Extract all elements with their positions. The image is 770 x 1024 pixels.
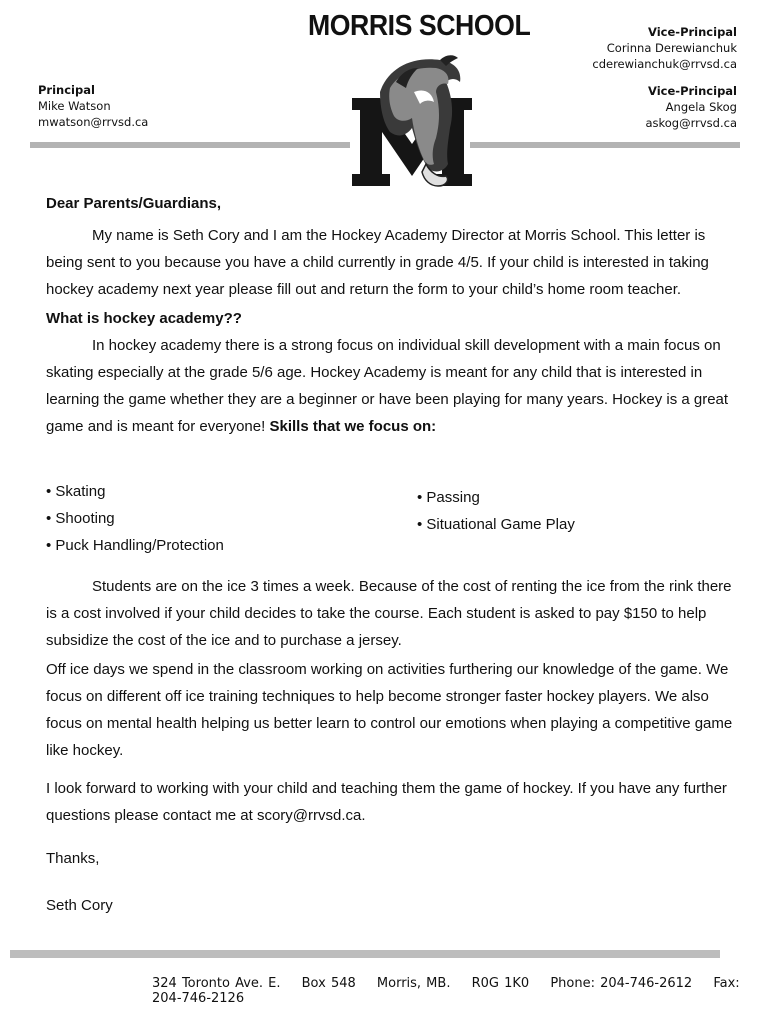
signature: Seth Cory xyxy=(46,897,113,914)
vice-principal-1-contact xyxy=(592,24,737,72)
vice-principal-2-role: Vice-Principal xyxy=(648,84,737,98)
vice-principal-2-name: Angela Skog xyxy=(665,100,737,114)
vice-principal-1-name: Corinna Derewianchuk xyxy=(606,41,737,55)
list-item: • Passing xyxy=(417,489,480,506)
footer-address xyxy=(152,976,770,1006)
vice-principal-1-email: cderewianchuk@rrvsd.ca xyxy=(592,57,737,71)
header-divider-right xyxy=(470,142,740,148)
academy-text: In hockey academy there is a strong focus on individual skill development with a main focus on skating especially at the grade 5/6 age. Hockey Academy is meant for any child that is interested in learning the game whether they are a beginner or have been playing for many years. Hockey is a great game and is meant for everyone! xyxy=(46,337,729,435)
closing-paragraph: I look forward to working with your child and teaching them the game of hockey. If you have any further questions please contact me at scory@rrvsd.ca. xyxy=(46,780,727,824)
footer-fax: Fax: 204-746-2126 xyxy=(152,976,740,1006)
question-heading: What is hockey academy?? xyxy=(46,310,242,327)
skills-label: Skills that we focus on: xyxy=(269,418,437,435)
principal-name: Mike Watson xyxy=(38,99,111,113)
mustang-m-logo-icon xyxy=(350,52,475,188)
footer-phone: Phone: 204-746-2612 xyxy=(550,976,693,991)
footer-postal: R0G 1K0 xyxy=(471,976,530,991)
skills-right-list xyxy=(417,484,575,538)
cost-paragraph: Students are on the ice 3 times a week. Because of the cost of renting the ice from the rink there is a cost involved if your child decides to take the course. Each student is asked to pay $150 to help subsidize the cost of the ice and to purchase a jersey. xyxy=(46,578,732,649)
footer-divider xyxy=(10,950,720,958)
principal-email: mwatson@rrvsd.ca xyxy=(38,115,149,129)
list-item: • Situational Game Play xyxy=(417,516,575,533)
principal-role: Principal xyxy=(38,83,95,97)
list-item: • Skating xyxy=(46,483,106,500)
vice-principal-2-email: askog@rrvsd.ca xyxy=(645,116,737,130)
footer-town: Morris, MB. xyxy=(376,976,451,991)
letter-body-continued xyxy=(46,573,736,919)
off-ice-paragraph: Off ice days we spend in the classroom working on activities furthering our knowledge of the game. We focus on different off ice training techniques to help become stronger faster hockey players. We also focus on mental health helping us better learn to control our emotions when playing a competitive game like hockey. xyxy=(46,661,733,759)
list-item: • Puck Handling/Protection xyxy=(46,537,224,554)
academy-paragraph xyxy=(46,332,736,440)
vice-principal-2-contact xyxy=(645,83,737,131)
school-name: MORRIS SCHOOL xyxy=(308,10,531,42)
skills-left-list xyxy=(46,478,224,559)
principal-contact xyxy=(38,82,148,130)
footer-street: 324 Toronto Ave. E. xyxy=(152,976,281,991)
letter-body xyxy=(46,190,736,440)
thanks: Thanks, xyxy=(46,850,100,867)
list-item: • Shooting xyxy=(46,510,115,527)
footer-box: Box 548 xyxy=(301,976,356,991)
intro-paragraph: My name is Seth Cory and I am the Hockey Academy Director at Morris School. This letter is being sent to you because you have a child currently in grade 4/5. If your child is interested in taking hockey academy next year please fill out and return the form to your child’s home room teacher. xyxy=(46,227,709,298)
greeting: Dear Parents/Guardians, xyxy=(46,195,222,212)
vice-principal-1-role: Vice-Principal xyxy=(648,25,737,39)
header-divider-left xyxy=(30,142,350,148)
